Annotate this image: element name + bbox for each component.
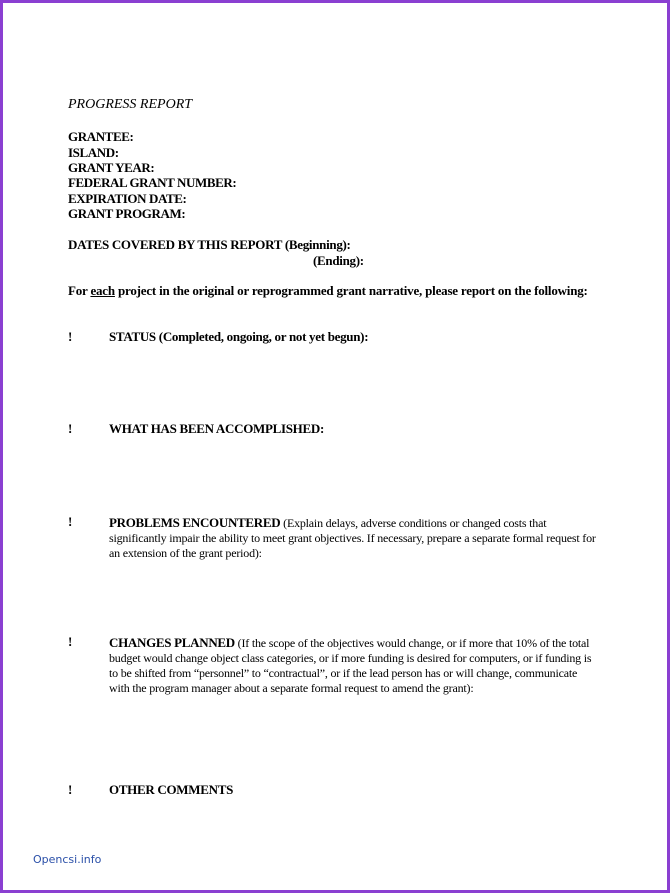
item-other-comments [109,782,599,798]
field-grantee: GRANTEE: [68,129,134,144]
intro-after: project in the original or reprogrammed grant narrative, please report on the following: [114,283,588,298]
item-status [109,329,599,345]
item-changes [109,635,599,696]
dates-covered-ending: (Ending): [313,253,364,268]
item-heading: STATUS (Completed, ongoing, or not yet begun): [109,329,369,344]
item-text: (Explain delays, adverse conditions or changed costs that significantly impair the ability to meet grant objectives. If necessary, prepare a separate formal request for an extension of the grant period): [109,516,596,560]
field-federal-grant-number: FEDERAL GRANT NUMBER: [68,175,237,190]
document-title: PROGRESS REPORT [68,97,193,112]
bullet-marker: ! [68,634,73,649]
intro-underlined: each [90,283,115,298]
intro-before: For [68,283,91,298]
field-expiration-date: EXPIRATION DATE: [68,191,187,206]
bullet-marker: ! [68,421,73,436]
field-grant-program: GRANT PROGRAM: [68,206,186,221]
bullet-marker: ! [68,329,73,344]
item-text: (If the scope of the objectives would change, or if more that 10% of the total budget would change object class categories, or if more funding is desired for computers, or if funding is to be shifted from “personnel” to “contractual”, or if the lead person has or will change, communicate with the program manager about a separate formal request to amend the grant): [109,636,592,695]
bullet-marker: ! [68,782,73,797]
field-grant-year: GRANT YEAR: [68,160,155,175]
item-accomplished [109,421,599,437]
bullet-marker: ! [68,514,73,529]
item-heading: WHAT HAS BEEN ACCOMPLISHED: [109,421,324,436]
field-island: ISLAND: [68,145,119,160]
instructions-paragraph [68,283,588,298]
watermark-text: Opencsi.info [33,853,102,866]
item-heading: CHANGES PLANNED [109,635,235,650]
item-problems [109,515,599,561]
item-heading: PROBLEMS ENCOUNTERED [109,515,281,530]
dates-covered-label: DATES COVERED BY THIS REPORT (Beginning): [68,237,351,252]
item-heading: OTHER COMMENTS [109,782,234,797]
